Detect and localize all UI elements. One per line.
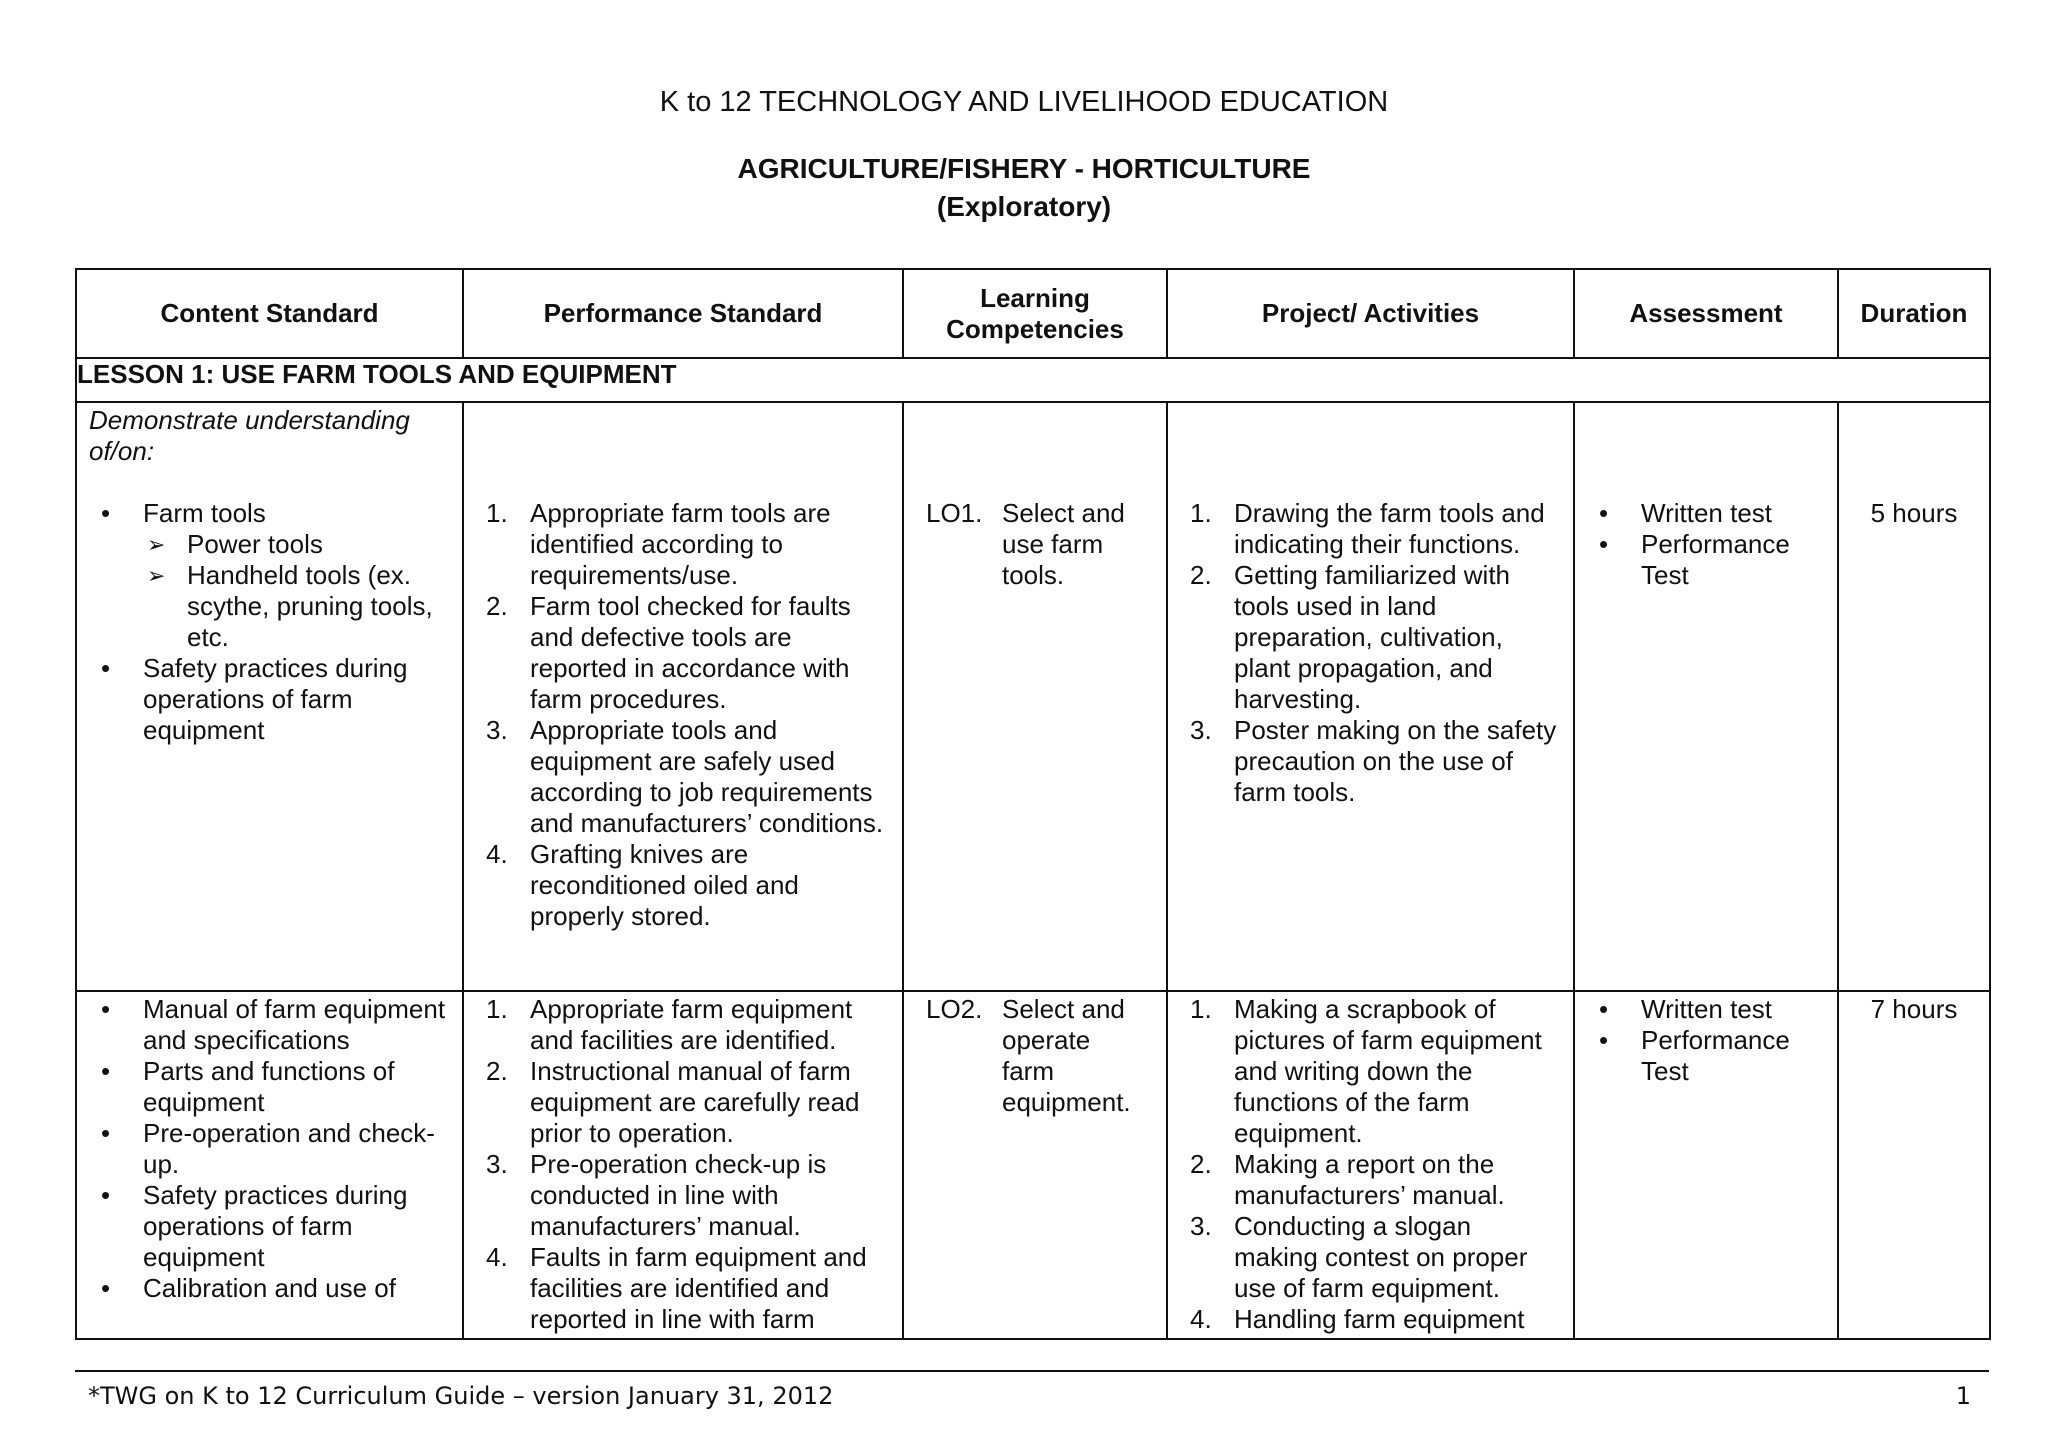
list-item: ➢ Handheld tools (ex. scythe, pruning tools, etc. xyxy=(143,560,462,653)
list-item: • Written test xyxy=(1575,498,1817,529)
content-list xyxy=(77,498,462,746)
header-assessment: Assessment xyxy=(1574,269,1838,358)
table-header-row xyxy=(76,269,1990,358)
performance-standard-cell xyxy=(463,402,903,991)
list-item: • Safety practices during operations of farm equipment xyxy=(77,653,462,746)
curriculum-table xyxy=(75,268,1991,1340)
list-item: 1. Appropriate farm equipment and facilities are identified. xyxy=(486,994,853,1055)
list-item: ➢ Power tools xyxy=(143,529,462,560)
learning-competency-cell xyxy=(903,991,1167,1339)
sub-list xyxy=(143,529,462,653)
list-item: • Pre-operation and check-up. xyxy=(77,1118,446,1180)
table-row xyxy=(76,402,1990,991)
content-standard-cell xyxy=(76,991,463,1339)
list-item: • Safety practices during operations of farm equipment xyxy=(77,1180,446,1273)
activities-list xyxy=(1168,498,1559,808)
performance-list xyxy=(464,498,888,932)
activities-cell xyxy=(1167,991,1574,1339)
list-item: 3. Conducting a slogan making contest on proper use of farm equipment. xyxy=(1190,1211,1528,1303)
header-duration: Duration xyxy=(1838,269,1990,358)
list-item: • Farm tools ➢ Power tools ➢ Handheld tools (ex. scythe, pruning tools, etc. xyxy=(77,498,462,653)
page-number: 1 xyxy=(1955,1382,1971,1410)
footer-note: *TWG on K to 12 Curriculum Guide – version January 31, 2012 xyxy=(88,1382,834,1410)
header-project-activities: Project/ Activities xyxy=(1167,269,1574,358)
assessment-cell xyxy=(1574,402,1838,991)
assessment-cell xyxy=(1574,991,1838,1339)
list-item: 3. Pre-operation check-up is conducted in line with manufacturers’ manual. xyxy=(486,1149,827,1241)
subtitle-line-2: (Exploratory) xyxy=(936,191,1112,222)
footer-divider xyxy=(75,1370,1989,1372)
list-item: • Manual of farm equipment and specifications xyxy=(77,994,446,1056)
list-item: 4. Grafting knives are reconditioned oiled and properly stored. xyxy=(486,839,799,931)
list-item: 2. Making a report on the manufacturers’ manual. xyxy=(1190,1149,1505,1210)
table-row xyxy=(76,991,1990,1339)
lesson-row xyxy=(76,358,1990,402)
content-list xyxy=(77,994,462,1304)
competency-text: Select and operate farm equipment. xyxy=(1002,994,1131,1117)
list-item: 4. Handling farm equipment xyxy=(1190,1304,1525,1334)
duration-value: 7 hours xyxy=(1870,994,1958,1024)
header-performance-standard: Performance Standard xyxy=(463,269,903,358)
list-item: • Performance Test xyxy=(1575,1025,1817,1087)
header-content-standard: Content Standard xyxy=(76,269,463,358)
activities-list xyxy=(1168,994,1559,1335)
competency-code: LO1. xyxy=(926,498,983,528)
list-item: 2. Instructional manual of farm equipment are carefully read prior to operation. xyxy=(486,1056,860,1148)
list-item: 3. Appropriate tools and equipment are safely used according to job requirements and manufacturers’ conditions. xyxy=(486,715,884,838)
activities-cell xyxy=(1167,402,1574,991)
competency-text: Select and use farm tools. xyxy=(1002,498,1125,590)
list-item: 4. Faults in farm equipment and facilities are identified and reported in line with farm xyxy=(486,1242,867,1334)
list-item: • Parts and functions of equipment xyxy=(77,1056,446,1118)
performance-list xyxy=(464,994,888,1335)
content-standard-cell xyxy=(76,402,463,991)
list-item: • Written test xyxy=(1575,994,1817,1025)
duration-cell xyxy=(1838,402,1990,991)
assessment-list xyxy=(1575,994,1817,1087)
list-item: 1. Drawing the farm tools and indicating their functions. xyxy=(1190,498,1545,559)
document-title: K to 12 TECHNOLOGY AND LIVELIHOOD EDUCATION xyxy=(659,86,1389,118)
list-item: 2. Farm tool checked for faults and defective tools are reported in accordance with farm procedures. xyxy=(486,591,851,714)
header-learning-competencies: Learning Competencies xyxy=(903,269,1167,358)
list-item: 2. Getting familiarized with tools used in land preparation, cultivation, plant propagation, and harvesting. xyxy=(1190,560,1510,714)
list-item: • Calibration and use of xyxy=(77,1273,446,1304)
list-item: 1. Making a scrapbook of pictures of farm equipment and writing down the functions of the farm equipment. xyxy=(1190,994,1542,1148)
list-item: 1. Appropriate farm tools are identified according to requirements/use. xyxy=(486,498,831,590)
performance-standard-cell xyxy=(463,991,903,1339)
duration-value: 5 hours xyxy=(1870,498,1958,528)
document-subtitle xyxy=(0,150,2048,226)
duration-cell xyxy=(1838,991,1990,1339)
lesson-title: LESSON 1: USE FARM TOOLS AND EQUIPMENT xyxy=(76,358,1990,402)
learning-competency-cell xyxy=(903,402,1167,991)
content-intro: Demonstrate understanding of/on: xyxy=(89,405,410,466)
subtitle-line-1: AGRICULTURE/FISHERY - HORTICULTURE xyxy=(737,153,1311,184)
competency-code: LO2. xyxy=(926,994,983,1024)
assessment-list xyxy=(1575,498,1817,591)
list-item: 3. Poster making on the safety precaution on the use of farm tools. xyxy=(1190,715,1557,807)
list-item: • Performance Test xyxy=(1575,529,1817,591)
